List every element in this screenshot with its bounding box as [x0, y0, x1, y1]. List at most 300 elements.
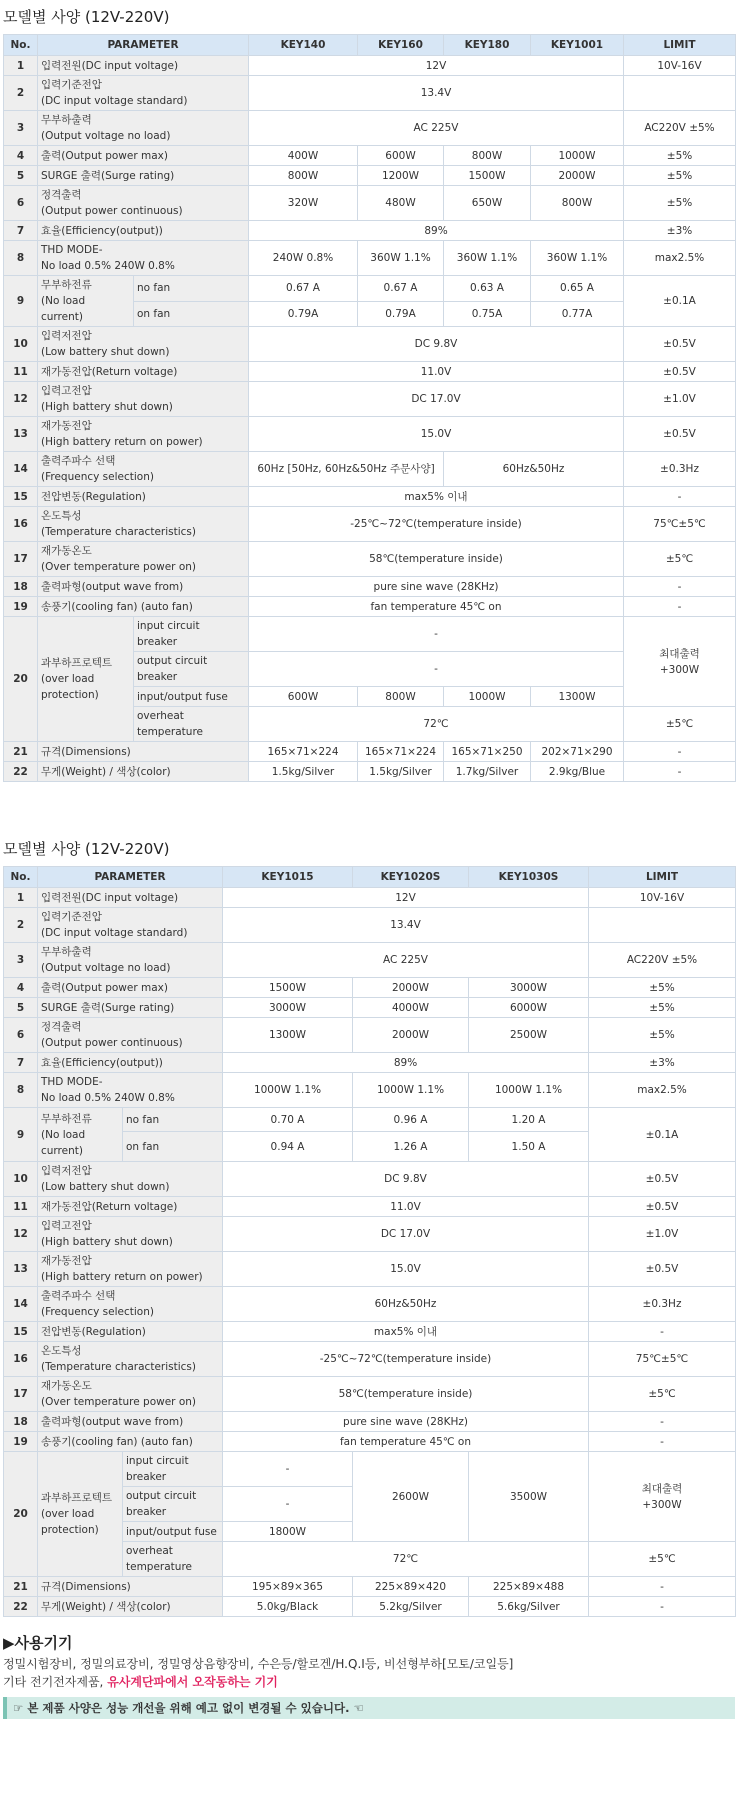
param-label — [38, 76, 249, 111]
param-label — [38, 617, 134, 742]
param-label-en: (No load — [41, 1128, 86, 1141]
table-row — [4, 542, 736, 577]
value-cell: 6000W — [469, 998, 589, 1018]
header-no: No. — [4, 867, 38, 888]
param-label — [38, 1162, 223, 1197]
limit-cell: ±1.0V — [589, 1217, 736, 1252]
row-number: 7 — [4, 221, 38, 241]
table-row — [4, 327, 736, 362]
row-number: 21 — [4, 742, 38, 762]
param-label-en: (Frequency selection) — [41, 471, 154, 483]
value-cell: 12V — [223, 888, 589, 908]
sub-param-line: overheat — [137, 710, 184, 722]
param-label: 재가동전압(Return voltage) — [38, 362, 249, 382]
value-cell: 3000W — [223, 998, 353, 1018]
param-label-en: current) — [41, 1144, 83, 1157]
limit-cell: - — [589, 1577, 736, 1597]
usage-text: 기타 전기전자제품, — [3, 1675, 108, 1689]
sub-param-label: overheat temperature — [123, 1542, 223, 1577]
value-cell: 58℃(temperature inside) — [223, 1377, 589, 1412]
limit-cell: ±5℃ — [624, 707, 736, 742]
param-label-ko: 입력기준전압 — [41, 79, 102, 91]
row-number: 11 — [4, 1197, 38, 1217]
value-cell: 89% — [249, 221, 624, 241]
header-model: KEY180 — [444, 35, 531, 56]
sub-param-line: breaker — [137, 671, 178, 683]
limit-cell: 10V-16V — [624, 56, 736, 76]
row-number: 6 — [4, 1018, 38, 1053]
value-cell: max5% 이내 — [249, 487, 624, 507]
param-label-en: (Output power continuous) — [41, 1037, 183, 1049]
param-label-ko: 재가동전압 — [41, 420, 92, 432]
param-label-en: protection) — [41, 689, 99, 701]
row-number: 2 — [4, 908, 38, 943]
param-label-ko: 재가동온도 — [41, 1380, 92, 1392]
table-row — [4, 1108, 736, 1132]
limit-cell: 75℃±5℃ — [624, 507, 736, 542]
row-number: 2 — [4, 76, 38, 111]
row-number: 16 — [4, 1342, 38, 1377]
table-row — [4, 1217, 736, 1252]
value-cell: 60Hz&50Hz — [444, 452, 624, 487]
table-row — [4, 1287, 736, 1322]
header-model: KEY160 — [358, 35, 444, 56]
param-label: 출력(Output power max) — [38, 978, 223, 998]
value-cell: 360W 1.1% — [358, 241, 444, 276]
value-cell: 2000W — [353, 1018, 469, 1053]
limit-cell: ±0.3Hz — [624, 452, 736, 487]
param-label: 규격(Dimensions) — [38, 1577, 223, 1597]
row-number: 18 — [4, 577, 38, 597]
param-label-ko: THD MODE- — [41, 244, 103, 256]
usage-highlight: 유사계단파에서 오작동하는 기기 — [107, 1675, 278, 1689]
table-row — [4, 1377, 736, 1412]
limit-line: 최대출력 — [659, 647, 700, 660]
table-row — [4, 1252, 736, 1287]
limit-cell: - — [589, 1597, 736, 1617]
value-cell: 1.7kg/Silver — [444, 762, 531, 782]
row-number: 12 — [4, 382, 38, 417]
value-cell: 0.94 A — [223, 1132, 353, 1162]
param-label-ko: 정격출력 — [41, 1021, 82, 1033]
value-cell: DC 17.0V — [249, 382, 624, 417]
sub-param-line: input circuit — [137, 620, 200, 632]
table-row — [4, 998, 736, 1018]
table-row — [4, 888, 736, 908]
param-label-ko: 무부하전류 — [41, 1112, 92, 1125]
value-cell: 1000W 1.1% — [469, 1073, 589, 1108]
table-header-row — [4, 35, 736, 56]
param-label — [38, 1217, 223, 1252]
value-cell: AC 225V — [249, 111, 624, 146]
value-cell: fan temperature 45℃ on — [249, 597, 624, 617]
value-cell: 600W — [249, 687, 358, 707]
value-cell: 1000W — [444, 687, 531, 707]
table-row — [4, 577, 736, 597]
limit-cell: AC220V ±5% — [589, 943, 736, 978]
value-cell: 3500W — [469, 1452, 589, 1542]
param-label — [38, 1377, 223, 1412]
value-cell: DC 9.8V — [223, 1162, 589, 1197]
param-label-en: (No load current) — [41, 295, 86, 323]
param-label: 무게(Weight) / 색상(color) — [38, 1597, 223, 1617]
header-limit: LIMIT — [589, 867, 736, 888]
value-cell: -25℃~72℃(temperature inside) — [223, 1342, 589, 1377]
header-model: KEY1030S — [469, 867, 589, 888]
param-label-en: (Over temperature power on) — [41, 561, 196, 573]
value-cell: 0.77A — [531, 301, 624, 327]
row-number: 18 — [4, 1412, 38, 1432]
table-row — [4, 1597, 736, 1617]
param-label: 효율(Efficiency(output)) — [38, 221, 249, 241]
value-cell: 1500W — [444, 166, 531, 186]
table-row — [4, 908, 736, 943]
param-label-en: (Output power continuous) — [41, 205, 183, 217]
row-number: 8 — [4, 1073, 38, 1108]
usage-title: ▶사용기기 — [3, 1634, 73, 1652]
param-label: 전압변동(Regulation) — [38, 1322, 223, 1342]
row-number: 9 — [4, 1108, 38, 1162]
header-parameter: PARAMETER — [38, 35, 249, 56]
row-number: 13 — [4, 417, 38, 452]
limit-cell: - — [624, 577, 736, 597]
row-number: 3 — [4, 943, 38, 978]
value-cell: 360W 1.1% — [531, 241, 624, 276]
value-cell: 13.4V — [223, 908, 589, 943]
value-cell: 1200W — [358, 166, 444, 186]
value-cell: 0.63 A — [444, 276, 531, 302]
limit-cell: ±0.5V — [624, 327, 736, 362]
row-number: 17 — [4, 1377, 38, 1412]
row-number: 10 — [4, 327, 38, 362]
param-label — [38, 1018, 223, 1053]
spec-table-1 — [3, 34, 736, 782]
limit-cell: ±0.1A — [589, 1108, 736, 1162]
value-cell: 320W — [249, 186, 358, 221]
value-cell: 360W 1.1% — [444, 241, 531, 276]
param-label — [38, 1108, 123, 1162]
value-cell: 2000W — [353, 978, 469, 998]
value-cell: 1.20 A — [469, 1108, 589, 1132]
table-row — [4, 276, 736, 302]
row-number: 3 — [4, 111, 38, 146]
row-number: 4 — [4, 978, 38, 998]
limit-cell: 10V-16V — [589, 888, 736, 908]
table-row — [4, 241, 736, 276]
value-cell: 800W — [444, 146, 531, 166]
table-row — [4, 221, 736, 241]
value-cell: 15.0V — [249, 417, 624, 452]
row-number: 20 — [4, 617, 38, 742]
limit-cell: - — [589, 1322, 736, 1342]
param-label — [38, 241, 249, 276]
table-row — [4, 1577, 736, 1597]
value-cell: 1300W — [223, 1018, 353, 1053]
table-row — [4, 507, 736, 542]
value-cell: 0.67 A — [358, 276, 444, 302]
param-label — [38, 1452, 123, 1577]
header-parameter: PARAMETER — [38, 867, 223, 888]
param-label-ko: 출력주파수 선택 — [41, 455, 116, 467]
header-model: KEY1001 — [531, 35, 624, 56]
sub-param-label — [134, 652, 249, 687]
limit-cell: ±3% — [624, 221, 736, 241]
value-cell: 600W — [358, 146, 444, 166]
value-cell: 0.96 A — [353, 1108, 469, 1132]
table-row — [4, 76, 736, 111]
value-cell: -25℃~72℃(temperature inside) — [249, 507, 624, 542]
section-gap — [3, 782, 735, 832]
value-cell: 5.2kg/Silver — [353, 1597, 469, 1617]
value-cell: fan temperature 45℃ on — [223, 1432, 589, 1452]
param-label-en: (Low battery shut down) — [41, 1181, 170, 1193]
limit-cell: - — [589, 1412, 736, 1432]
param-label: 입력전원(DC input voltage) — [38, 56, 249, 76]
param-label: 재가동전압(Return voltage) — [38, 1197, 223, 1217]
sub-param-label: output circuit breaker — [123, 1487, 223, 1522]
value-cell: 0.75A — [444, 301, 531, 327]
param-label-en: (over load — [41, 1508, 95, 1520]
limit-cell — [624, 76, 736, 111]
value-cell: pure sine wave (28KHz) — [223, 1412, 589, 1432]
param-label — [38, 452, 249, 487]
table-row — [4, 487, 736, 507]
row-number: 19 — [4, 597, 38, 617]
value-cell: 4000W — [353, 998, 469, 1018]
row-number: 14 — [4, 452, 38, 487]
limit-cell: ±5% — [624, 166, 736, 186]
value-cell: 1.26 A — [353, 1132, 469, 1162]
param-label-en: No load 0.5% 240W 0.8% — [41, 1092, 175, 1104]
param-label — [38, 382, 249, 417]
table-row — [4, 1162, 736, 1197]
param-label-ko: 입력고전압 — [41, 1220, 92, 1232]
limit-cell: max2.5% — [589, 1073, 736, 1108]
page-content — [3, 0, 735, 1719]
limit-cell: ±0.5V — [624, 362, 736, 382]
table-row — [4, 597, 736, 617]
param-label: 전압변동(Regulation) — [38, 487, 249, 507]
value-cell: 800W — [531, 186, 624, 221]
row-number: 14 — [4, 1287, 38, 1322]
limit-line: 최대출력 — [641, 1482, 683, 1495]
param-label — [38, 276, 134, 327]
row-number: 20 — [4, 1452, 38, 1577]
row-number: 4 — [4, 146, 38, 166]
limit-cell: AC220V ±5% — [624, 111, 736, 146]
spec-table-2-title: 모델별 사양 (12V-220V) — [3, 840, 170, 858]
row-number: 22 — [4, 1597, 38, 1617]
table-row — [4, 146, 736, 166]
row-number: 15 — [4, 487, 38, 507]
sub-param-label: input/output fuse — [134, 687, 249, 707]
param-label-ko: 재가동온도 — [41, 545, 92, 557]
table-row — [4, 978, 736, 998]
table-row — [4, 742, 736, 762]
table-row — [4, 166, 736, 186]
param-label-ko: 온도특성 — [41, 510, 82, 522]
value-cell: 0.79A — [249, 301, 358, 327]
table-header-row — [4, 867, 736, 888]
limit-cell: - — [624, 762, 736, 782]
row-number: 8 — [4, 241, 38, 276]
param-label — [38, 542, 249, 577]
value-cell: 60Hz&50Hz — [223, 1287, 589, 1322]
row-number: 11 — [4, 362, 38, 382]
value-cell: 195×89×365 — [223, 1577, 353, 1597]
sub-param-line: temperature — [137, 726, 203, 738]
usage-line — [3, 1673, 735, 1691]
param-label-ko: 과부하프로텍트 — [41, 657, 113, 669]
limit-cell: ±0.1A — [624, 276, 736, 327]
param-label-en: (High battery return on power) — [41, 1271, 203, 1283]
header-model: KEY1015 — [223, 867, 353, 888]
value-cell: DC 17.0V — [223, 1217, 589, 1252]
limit-cell: ±5% — [624, 186, 736, 221]
value-cell: 240W 0.8% — [249, 241, 358, 276]
row-number: 5 — [4, 166, 38, 186]
value-cell: 1000W — [531, 146, 624, 166]
value-cell: - — [223, 1487, 353, 1522]
value-cell: 165×71×224 — [358, 742, 444, 762]
table-row — [4, 1342, 736, 1377]
param-label: 효율(Efficiency(output)) — [38, 1053, 223, 1073]
param-label — [38, 1287, 223, 1322]
param-label-ko: 정격출력 — [41, 189, 82, 201]
table-row — [4, 417, 736, 452]
value-cell: - — [249, 617, 624, 652]
param-label-ko: 입력저전압 — [41, 1165, 92, 1177]
row-number: 1 — [4, 56, 38, 76]
table-row — [4, 1073, 736, 1108]
param-label: 규격(Dimensions) — [38, 742, 249, 762]
param-label-en: (High battery shut down) — [41, 401, 173, 413]
param-label: 송풍기(cooling fan) (auto fan) — [38, 1432, 223, 1452]
param-label-en: (DC input voltage standard) — [41, 927, 188, 939]
value-cell: 0.67 A — [249, 276, 358, 302]
table-row — [4, 943, 736, 978]
sub-param-label — [134, 707, 249, 742]
sub-param-label: input/output fuse — [123, 1522, 223, 1542]
row-number: 9 — [4, 276, 38, 327]
param-label-ko: 출력주파수 선택 — [41, 1290, 116, 1302]
usage-line: 정밀시험장비, 정밀의료장비, 정밀영상음향장비, 수은등/할로겐/H.Q.I등, 비선형부하[모토/코일등] — [3, 1657, 514, 1671]
value-cell: 1000W 1.1% — [353, 1073, 469, 1108]
limit-cell: ±5% — [589, 998, 736, 1018]
limit-cell: ±0.5V — [624, 417, 736, 452]
param-label: SURGE 출력(Surge rating) — [38, 166, 249, 186]
value-cell: 2500W — [469, 1018, 589, 1053]
value-cell: 11.0V — [249, 362, 624, 382]
header-model: KEY1020S — [353, 867, 469, 888]
value-cell: max5% 이내 — [223, 1322, 589, 1342]
row-number: 5 — [4, 998, 38, 1018]
table-row — [4, 1432, 736, 1452]
row-number: 10 — [4, 1162, 38, 1197]
sub-param-line: breaker — [137, 636, 178, 648]
table-row — [4, 762, 736, 782]
value-cell: 3000W — [469, 978, 589, 998]
param-label-en: (Frequency selection) — [41, 1306, 154, 1318]
table-row — [4, 452, 736, 487]
limit-line: +300W — [659, 663, 700, 676]
row-number: 16 — [4, 507, 38, 542]
param-label-en: (Output voltage no load) — [41, 130, 171, 142]
value-cell: 202×71×290 — [531, 742, 624, 762]
table-row — [4, 382, 736, 417]
param-label-ko: 재가동전압 — [41, 1255, 92, 1267]
param-label: 송풍기(cooling fan) (auto fan) — [38, 597, 249, 617]
value-cell: 0.65 A — [531, 276, 624, 302]
row-number: 1 — [4, 888, 38, 908]
param-label — [38, 417, 249, 452]
param-label — [38, 943, 223, 978]
limit-cell: ±5℃ — [589, 1542, 736, 1577]
value-cell: 0.79A — [358, 301, 444, 327]
param-label — [38, 327, 249, 362]
header-limit: LIMIT — [624, 35, 736, 56]
param-label — [38, 1252, 223, 1287]
param-label-en: (DC input voltage standard) — [41, 95, 188, 107]
table-row — [4, 617, 736, 652]
row-number: 17 — [4, 542, 38, 577]
limit-cell: max2.5% — [624, 241, 736, 276]
value-cell: 165×71×250 — [444, 742, 531, 762]
table-row — [4, 362, 736, 382]
table-row — [4, 186, 736, 221]
param-label-ko: 입력기준전압 — [41, 911, 102, 923]
param-label-ko: THD MODE- — [41, 1076, 103, 1088]
param-label-en: (Output voltage no load) — [41, 962, 171, 974]
table-row — [4, 1197, 736, 1217]
row-number: 7 — [4, 1053, 38, 1073]
limit-cell — [589, 908, 736, 943]
param-label — [38, 1342, 223, 1377]
value-cell: 89% — [223, 1053, 589, 1073]
value-cell: 72℃ — [223, 1542, 589, 1577]
param-label-ko: 무부하출력 — [41, 114, 92, 126]
limit-cell: - — [589, 1432, 736, 1452]
row-number: 12 — [4, 1217, 38, 1252]
value-cell: 165×71×224 — [249, 742, 358, 762]
value-cell: 12V — [249, 56, 624, 76]
param-label: 출력파형(output wave from) — [38, 1412, 223, 1432]
value-cell: - — [249, 652, 624, 687]
row-number: 6 — [4, 186, 38, 221]
param-label-ko: 과부하프로텍트 — [41, 1492, 113, 1504]
table-row — [4, 1452, 736, 1487]
limit-cell: ±5% — [589, 978, 736, 998]
param-label-ko: 무부하출력 — [41, 946, 92, 958]
value-cell: 800W — [358, 687, 444, 707]
row-number: 22 — [4, 762, 38, 782]
param-label — [38, 908, 223, 943]
value-cell: 0.70 A — [223, 1108, 353, 1132]
value-cell: 5.0kg/Black — [223, 1597, 353, 1617]
param-label — [38, 507, 249, 542]
limit-cell: 75℃±5℃ — [589, 1342, 736, 1377]
limit-cell: ±5℃ — [624, 542, 736, 577]
param-label: SURGE 출력(Surge rating) — [38, 998, 223, 1018]
value-cell: 225×89×420 — [353, 1577, 469, 1597]
value-cell: 13.4V — [249, 76, 624, 111]
param-label-en: (over load — [41, 673, 95, 685]
value-cell: 1300W — [531, 687, 624, 707]
sub-param-label — [134, 617, 249, 652]
row-number: 19 — [4, 1432, 38, 1452]
param-label-en: No load 0.5% 240W 0.8% — [41, 260, 175, 272]
limit-cell — [589, 1452, 736, 1542]
